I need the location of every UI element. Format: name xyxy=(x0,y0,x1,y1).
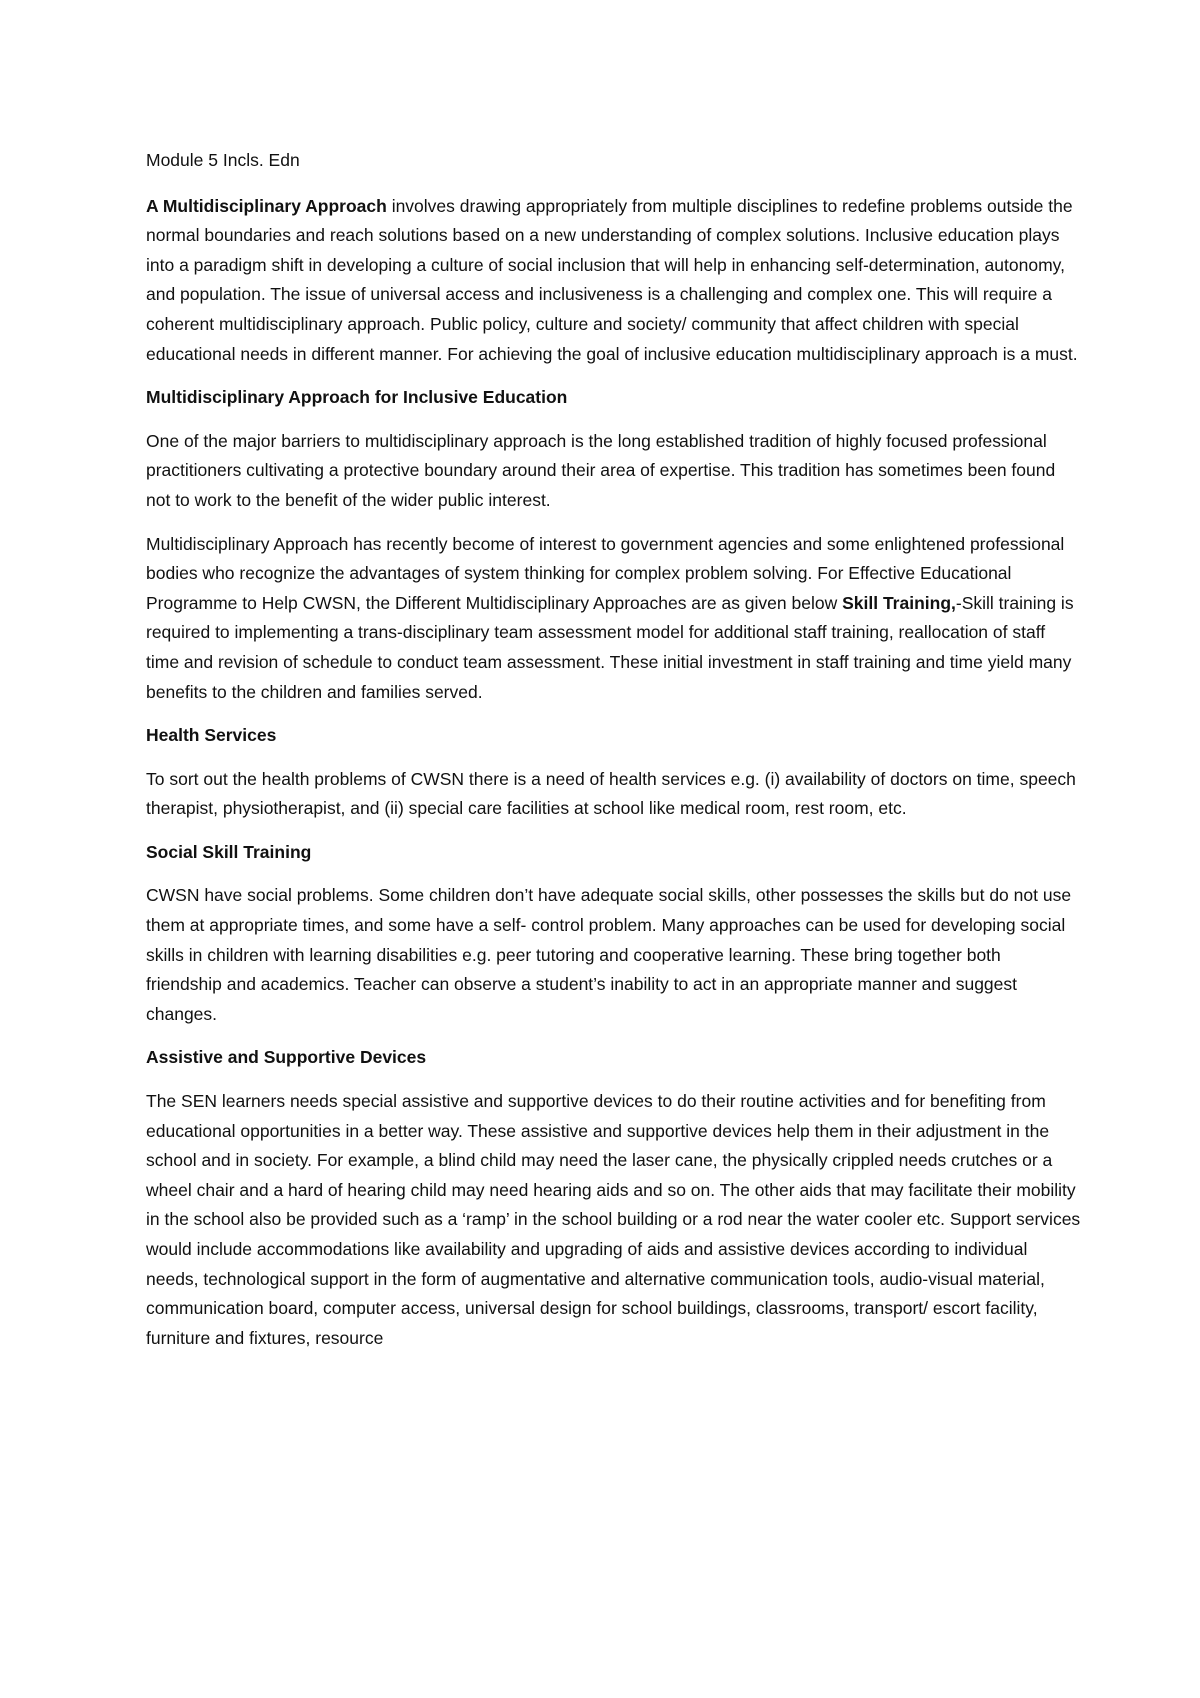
health-services-paragraph: To sort out the health problems of CWSN there is a need of health services e.g. (i) availability of doctors on time, speech therapist, physiotherapist, and (ii) special care facilities at school like medical room, rest room, etc. xyxy=(146,768,1076,819)
mdie-paragraph-2 xyxy=(146,530,1081,708)
mdie-para2-end: -Skill training is required to implementing a trans-disciplinary team assessment model for additional staff training, reallocation of staff time and revision of schedule to conduct team assessment. These initial investment in staff training and time yield many benefits to the children and families served. xyxy=(146,592,1074,702)
social-skill-paragraph: CWSN have social problems. Some children don’t have adequate social skills, other possesses the skills but do not use them at appropriate times, and some have a self- control problem. Many approaches can be used for developing social skills in children with learning disabilities e.g. peer tutoring and cooperative learning. These bring together both friendship and academics. Teacher can observe a student’s inability to act in an appropriate manner and suggest changes. xyxy=(146,885,1072,1024)
heading-social-skill-training: Social Skill Training xyxy=(146,841,312,862)
module-title: Module 5 Incls. Edn xyxy=(146,150,300,170)
intro-lead-bold: A Multidisciplinary Approach xyxy=(146,195,387,216)
mdie-para2-start: Multidisciplinary Approach has recently become of interest to government agencies and some enlightened professional bodies who recognize the advantages of system thinking for complex problem solving. For Effective Educational Programme to Help CWSN, the Different Multidisciplinary Approaches are as given below xyxy=(146,533,1065,613)
heading-multidisciplinary-inclusive-education: Multidisciplinary Approach for Inclusive Education xyxy=(146,387,568,408)
intro-paragraph xyxy=(146,192,1081,370)
assistive-devices-paragraph: The SEN learners needs special assistive and supportive devices to do their routine activities and for benefiting from educational opportunities in a better way. These assistive and supportive devices help them in their adjustment in the school and in society. For example, a blind child may need the laser cane, the physically crippled needs crutches or a wheel chair and a hard of hearing child may need hearing aids and so on. The other aids that may facilitate their mobility in the school also be provided such as a ‘ramp’ in the school building or a rod near the water cooler etc. Support services would include accommodations like availability and upgrading of aids and assistive devices according to individual needs, technological support in the form of augmentative and alternative communication tools, audio-visual material, communication board, computer access, universal design for school buildings, classrooms, transport/ escort facility, furniture and fixtures, resource xyxy=(146,1091,1081,1348)
skill-training-bold: Skill Training, xyxy=(842,592,956,613)
intro-body: involves drawing appropriately from multiple disciplines to redefine problems outside the normal boundaries and reach solutions based on a new understanding of complex solutions. Inclusive education plays into a paradigm shift in developing a culture of social inclusion that will help in enhancing self-determination, autonomy, and population. The issue of universal access and inclusiveness is a challenging and complex one. This will require a coherent multidisciplinary approach. Public policy, culture and society/ community that affect children with special educational needs in different manner. For achieving the goal of inclusive education multidisciplinary approach is a must. xyxy=(146,195,1078,364)
heading-health-services: Health Services xyxy=(146,725,277,746)
mdie-paragraph-1: One of the major barriers to multidisciplinary approach is the long established tradition of highly focused professional practitioners cultivating a protective boundary around their area of expertise. This tradition has sometimes been found not to work to the benefit of the wider public interest. xyxy=(146,430,1056,510)
heading-assistive-supportive-devices: Assistive and Supportive Devices xyxy=(146,1047,427,1068)
